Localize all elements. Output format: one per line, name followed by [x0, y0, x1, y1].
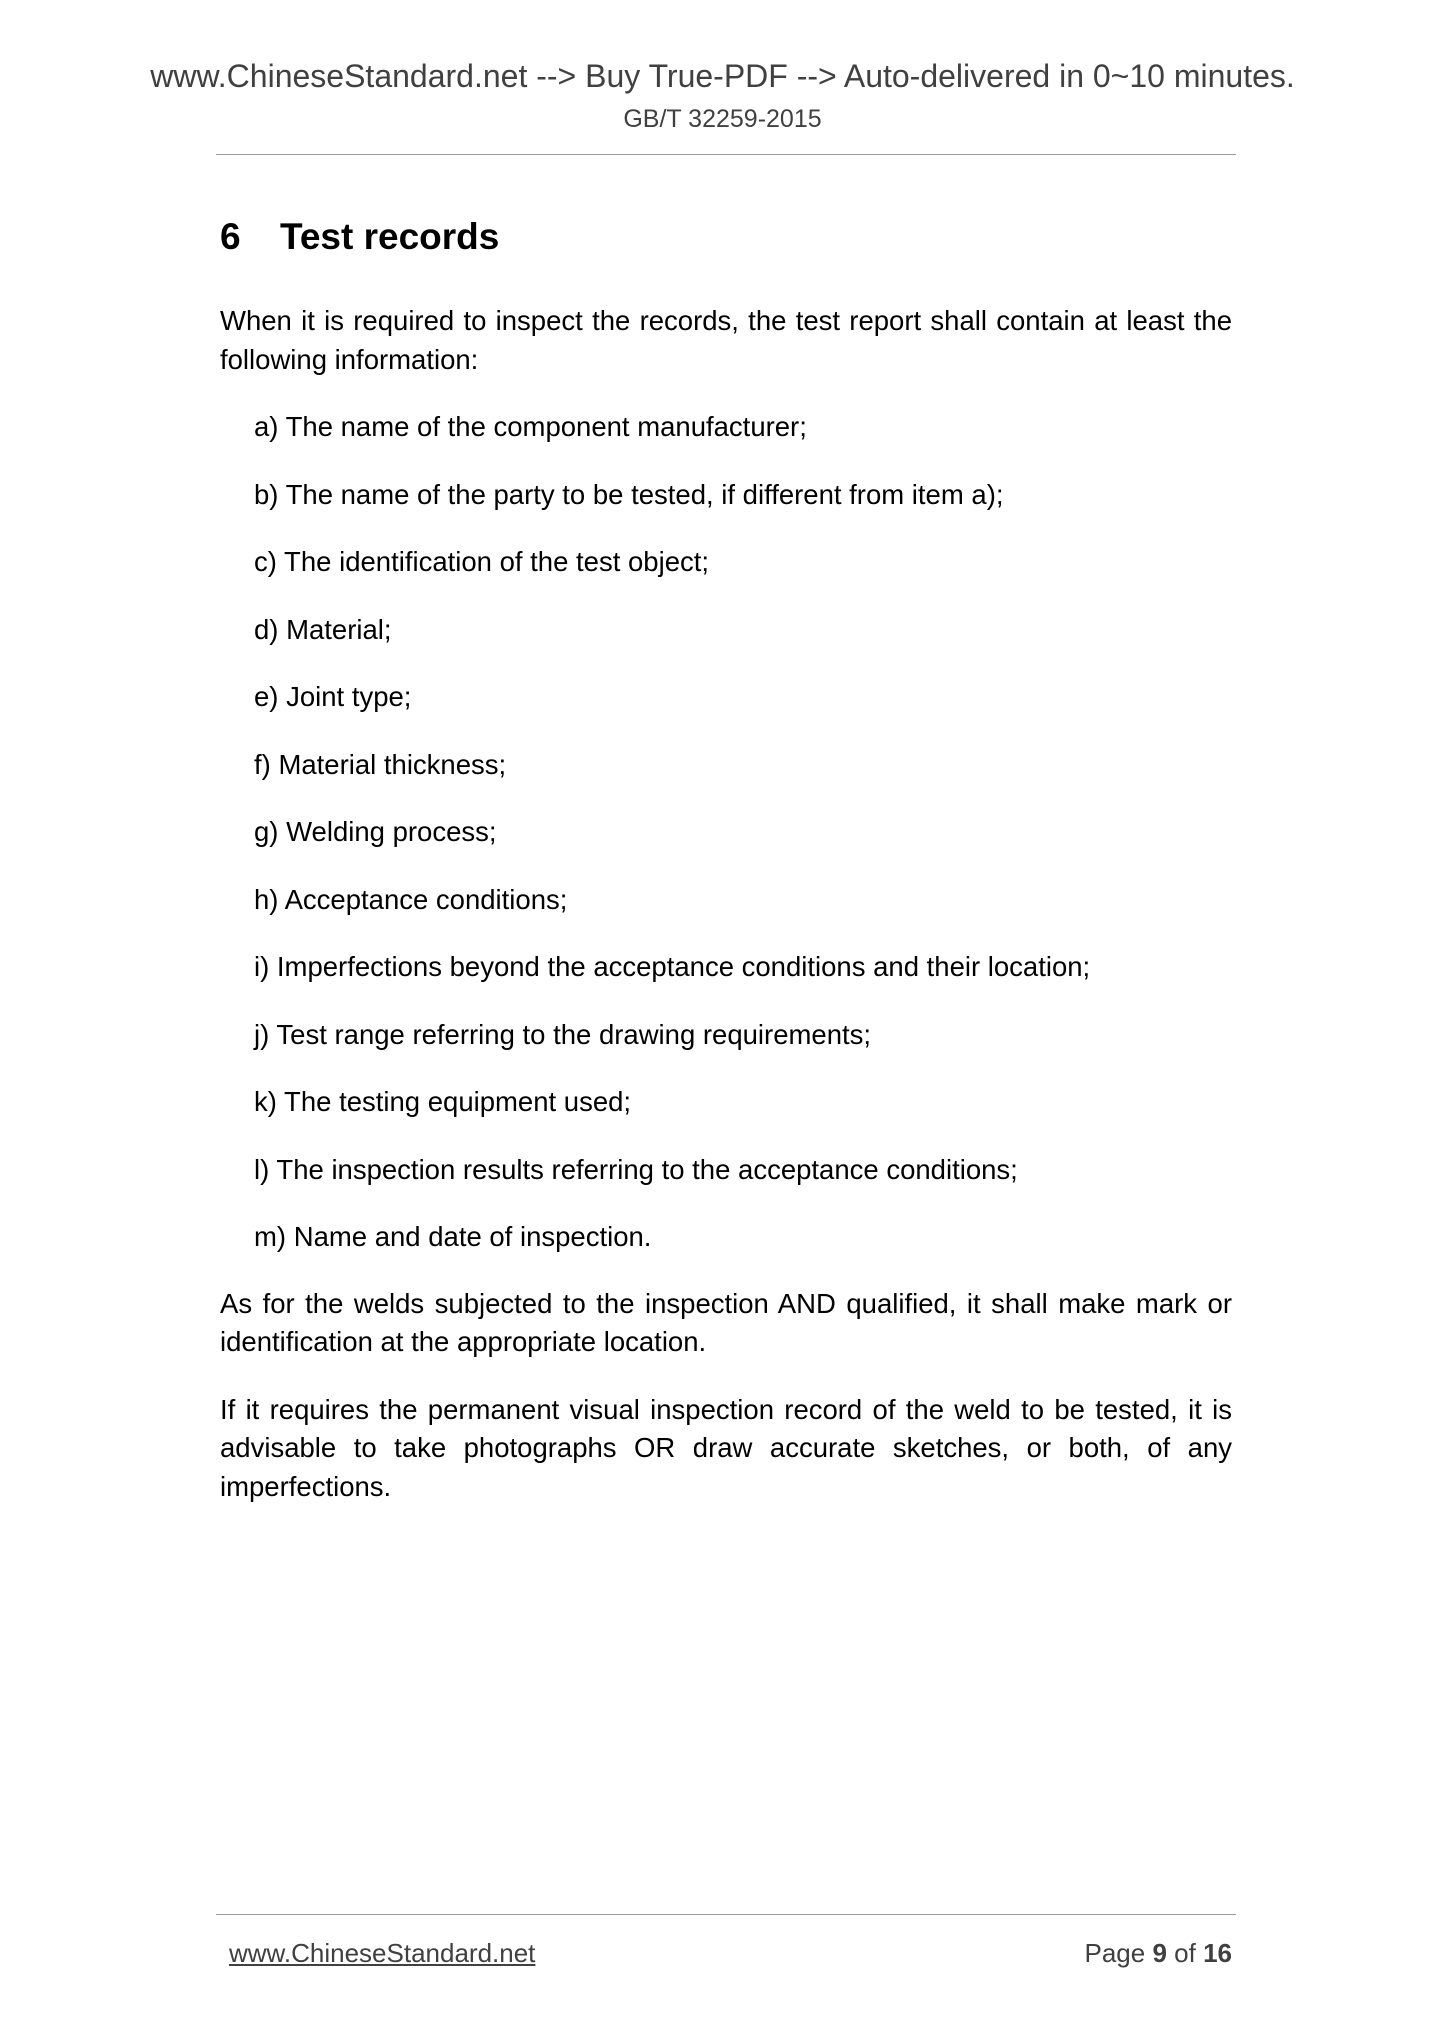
list-item: c) The identification of the test object;	[254, 546, 710, 577]
list-item: b) The name of the party to be tested, if different from item a);	[254, 478, 1004, 510]
list-item: g) Welding process;	[254, 816, 497, 847]
list-item: i) Imperfections beyond the acceptance conditions and their location;	[254, 951, 1091, 982]
page-total: 16	[1203, 1938, 1232, 1968]
footer-divider	[216, 1914, 1236, 1915]
list-item: e) Joint type;	[254, 681, 412, 712]
footer-site-link[interactable]: www.ChineseStandard.net	[229, 1938, 536, 1968]
section-heading	[220, 212, 499, 262]
list-item: d) Material;	[254, 613, 392, 645]
list-item: m) Name and date of inspection.	[254, 1221, 652, 1252]
list-item: j) Test range referring to the drawing requirements;	[254, 1018, 872, 1050]
intro-paragraph: When it is required to inspect the records, the test report shall contain at least the following information:	[220, 305, 1232, 375]
list-item: h) Acceptance conditions;	[254, 883, 568, 915]
list-item: k) The testing equipment used;	[254, 1086, 632, 1117]
section-title: Test records	[280, 216, 500, 257]
photographs-paragraph: If it requires the permanent visual inspection record of the weld to be tested, it is advisable to take photographs OR draw accurate sketches, or both, of any imperfections.	[220, 1393, 1232, 1502]
section-number: 6	[220, 216, 241, 257]
page-label: Page	[1084, 1938, 1146, 1968]
header-banner: www.ChineseStandard.net --> Buy True-PDF --> Auto-delivered in 0~10 minutes.	[150, 58, 1295, 94]
header-divider	[216, 154, 1236, 155]
page-indicator	[1084, 1936, 1232, 1970]
page-of-label: of	[1174, 1938, 1196, 1968]
welds-marking-paragraph: As for the welds subjected to the inspection AND qualified, it shall make mark or identification at the appropriate location.	[220, 1287, 1232, 1357]
page-current: 9	[1152, 1938, 1167, 1968]
section-body	[220, 302, 1232, 1506]
standard-number: GB/T 32259-2015	[623, 105, 822, 133]
list-item: f) Material thickness;	[254, 748, 507, 780]
list-item: a) The name of the component manufacturer;	[254, 411, 807, 442]
list-item: l) The inspection results referring to the acceptance conditions;	[254, 1153, 1018, 1185]
